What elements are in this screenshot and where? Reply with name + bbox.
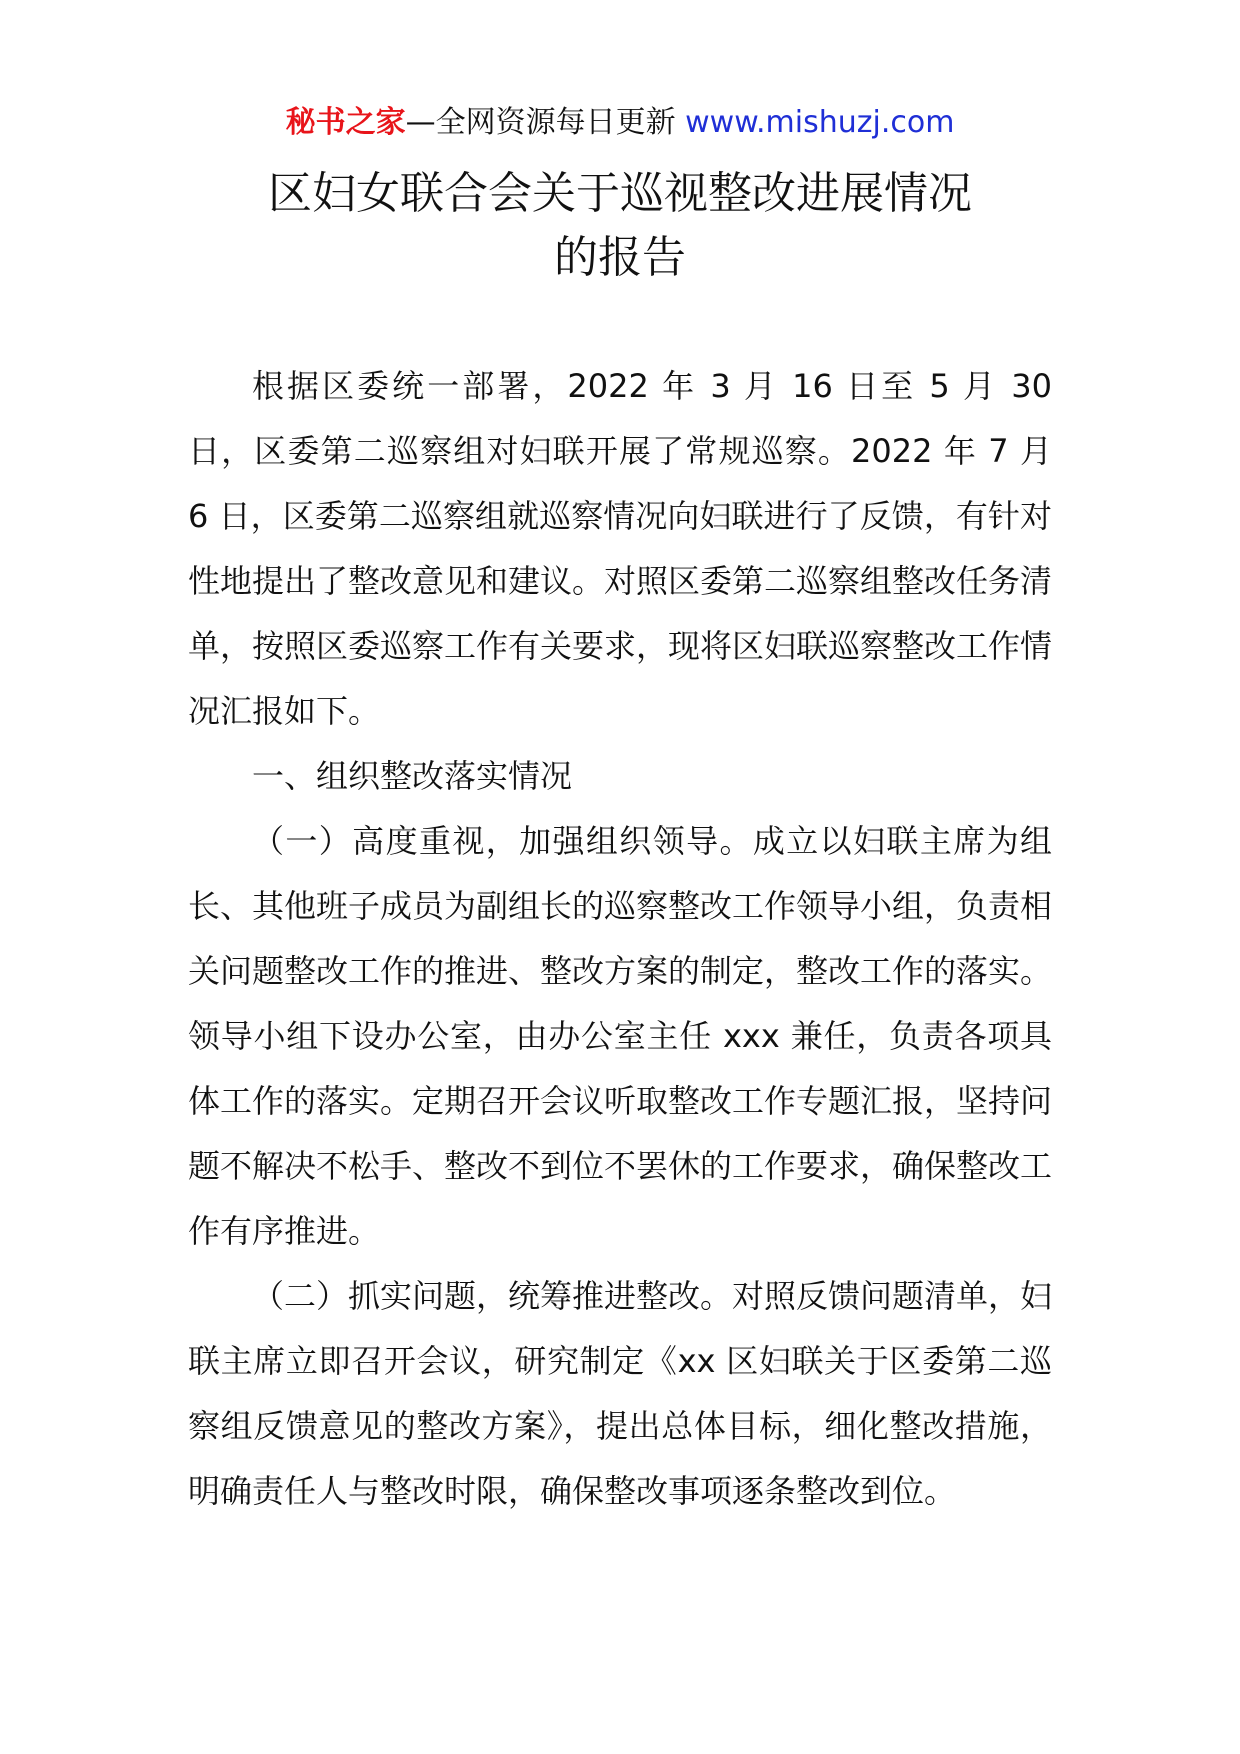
paragraph-intro: 根据区委统一部署，2022 年 3 月 16 日至 5 月 30 日，区委第二巡察组对妇联开展了常规巡察。2022 年 7 月 6 日，区委第二巡察组就巡察情况向妇联进行了反馈，有针对性地提出了整改意见和建议。对照区委第二巡察组整改任务清单，按照区委巡察工作有关要求，现将区妇联巡察整改工作情况汇报如下。 [188, 367, 1053, 730]
site-url-link[interactable]: www.mishuzj.com [685, 105, 955, 140]
document-title [0, 162, 1240, 290]
brand-name: 秘书之家 [285, 105, 406, 140]
document-body [188, 354, 1052, 1524]
title-line-2: 的报告 [554, 232, 686, 283]
title-line-1: 区妇女联合会关于巡视整改进展情况 [268, 168, 972, 219]
site-header [0, 101, 1240, 145]
paragraph-subsection-2: （二）抓实问题，统筹推进整改。对照反馈问题清单，妇联主席立即召开会议，研究制定《xx 区妇联关于区委第二巡察组反馈意见的整改方案》，提出总体目标，细化整改措施，明确责任人与整改时限，确保整改事项逐条整改到位。 [188, 1277, 1053, 1510]
section-heading-1: 一、组织整改落实情况 [252, 757, 573, 795]
paragraph-subsection-1: （一）高度重视，加强组织领导。成立以妇联主席为组长、其他班子成员为副组长的巡察整改工作领导小组，负责相关问题整改工作的推进、整改方案的制定，整改工作的落实。领导小组下设办公室，由办公室主任 xxx 兼任，负责各项具体工作的落实。定期召开会议听取整改工作专题汇报，坚持问题不解决不松手、整改不到位不罢休的工作要求，确保整改工作有序推进。 [188, 822, 1053, 1250]
header-tagline: —全网资源每日更新 [405, 105, 676, 140]
